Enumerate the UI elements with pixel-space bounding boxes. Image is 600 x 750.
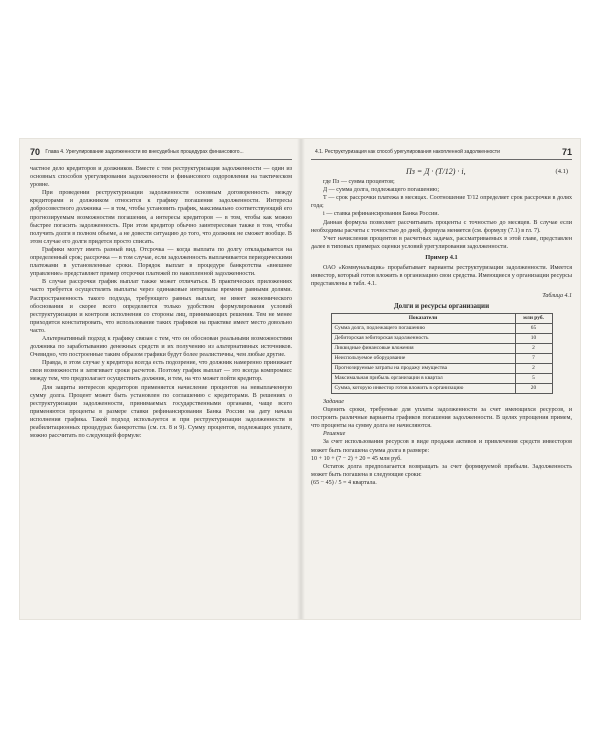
book-spread: [20, 139, 580, 619]
solution-paragraph: За счет использования ресурсов в виде продажи активов и привлечения средств инвесторов может быть погашена сумма долга в размере:: [311, 439, 572, 454]
table-cell: Сумма долга, подлежащего погашению: [331, 324, 515, 334]
table-row: [331, 384, 552, 394]
paragraph: Учет начисления процентов в расчетных задачах, рассматриваемых в этой главе, представлен далее в типовых примерах оценки условий урегулирования задолженности.: [311, 235, 572, 250]
paragraph: Альтернативный подход к графику связан с тем, что он обоснован реальными возможностями должника по заработыванию денежных средств и их получению из альтернативных источников. Очевидно, что построенные таким образом графики будут более реалистичны, чем любые другие.: [30, 335, 292, 359]
formula-definition: где Пз — сумма процентов;: [323, 179, 395, 185]
solution-equation: (65 − 45) / 5 = 4 квартала.: [311, 479, 377, 486]
table-cell: 20: [515, 384, 552, 394]
table-cell: Дебиторская зебиторская задолженность: [331, 334, 515, 344]
paragraph: Данная формула позволяет рассчитывать проценты с точностью до месяцев. В случае если необходимы расчеты с точностью до дней, формула меняется (см. формулу (7.1) в гл. 7).: [311, 219, 572, 234]
table-cell: 65: [515, 324, 552, 334]
table-title: Долги и ресурсы организации: [393, 302, 490, 311]
task-heading: Задание: [323, 399, 344, 406]
task-text: Оценить сроки, требуемые для уплаты задолженности за счет имеющихся ресурсов, и построить различные варианты графиков погашения задолженности. В целях упрощения примем, что проценты на сумму долга не начисляются.: [311, 407, 572, 430]
paragraph: Графики могут иметь разный вид. Отсрочка — когда выплата по долгу откладывается на определенный срок; рассрочка — в том случае, если задолженность выплачивается периодическими платежами в установленные сроки. Порядок выплат в процедуре банкротства «внешнее управление» представляет пример отсрочки платежей по накопленной задолженности.: [30, 246, 292, 278]
table-row: [331, 324, 552, 334]
table-header-cell: млн руб.: [515, 314, 552, 324]
formula-definition: T — срок рассрочки платежа в месяцах. Соотношение T/12 определяет срок рассрочки в долях года;: [311, 194, 572, 209]
interest-formula: Пз = Д · (T/12) · i,: [406, 167, 466, 176]
debts-resources-table: [331, 313, 553, 394]
paragraph: Для защиты интересов кредиторов применяется начисление процентов на невыплаченную сумму долга. Процент может быть установлен по соглашению с кредиторами. В решениях о реструктуризации задолженности, принимаемых государственными органами, чаще всего применяются проценты в размере ставки рефинансирования Банка России на дату начала исполнения графика. Такой подход используется и при реструктуризации задолженности в реабилитационных процедурах банкротства (см. гл. 8 и 9). Сумму процентов, подлежащих уплате, можно рассчитать по следующей формуле:: [30, 384, 292, 440]
table-cell: Сумма, которую инвестор готов вложить в организацию: [331, 384, 515, 394]
formula-definition: i — ставка рефинансирования Банка России.: [323, 210, 440, 217]
paragraph: частное дело кредиторов и должников. Вместе с тем реструктуризация задолженности — один из основных способов урегулирования задолженности и финансового оздоровления на тактическом уровне.: [30, 166, 292, 189]
right-page: [301, 139, 580, 619]
left-head-title: Глава 4. Урегулирование задолженности во внесудебных процедурах финансового...: [45, 149, 244, 155]
table-label: Таблица 4.1: [542, 293, 572, 300]
solution-heading: Решение: [323, 431, 346, 438]
paragraph: Правда, в этом случае у кредитора всегда есть подозрение, что должник намеренно принижает свои возможности и затягивает сроки расчетов. Поэтому график выплат — это всегда компромисс между тем, что предполагает осуществить должник, и тем, на что может пойти кредитор.: [30, 360, 292, 383]
table-row: [331, 364, 552, 374]
table-cell: 5: [515, 374, 552, 384]
table-cell: Прогнозируемые затраты на продажу имущества: [331, 364, 515, 374]
solution-equation: 10 + 10 + (7 − 2) + 20 = 45 млн руб.: [311, 455, 402, 462]
table-cell: 10: [515, 334, 552, 344]
formula-definition: Д — сумма долга, подлежащего погашению;: [323, 186, 440, 193]
left-column: [30, 165, 292, 440]
table-cell: Ликвидные финансовые вложения: [331, 344, 515, 354]
left-page-number: 70: [30, 147, 41, 157]
paragraph: При проведении реструктуризации задолженности основным договоренность между кредиторами и должником относится к графику погашения задолженности. Интересы добросовестного должника — в том, чтобы установить график, максимально соответствующий его прогнозируемым возможностям погашения, а интересы кредиторов — в том, чтобы как можно быстрее погасить задолженность. При этом кредитор обычно заинтересован также в том, чтобы получить долги в полном объеме, а не довести ситуацию до того, что должник не сможет вообще. В этом случае его долги придется просто списать.: [30, 190, 292, 245]
right-column: [311, 165, 572, 487]
table-header-cell: Показатели: [331, 314, 515, 324]
example-text: ОАО «Коммунальщик» прорабатывает варианты реструктуризации задолженности. Имеется инвестор, который готов вложить в организацию свои средства. Имеющиеся у организации ресурсы представлены в табл. 4.1.: [311, 264, 572, 288]
table-cell: 2: [515, 344, 552, 354]
right-running-head: [311, 147, 572, 160]
table-row: [331, 374, 552, 384]
table-cell: Максимальная прибыль организации в квартал: [331, 374, 515, 384]
left-page: [20, 139, 300, 619]
right-head-title: 4.1. Реструктуризация как способ урегулирования накопленной задолженности: [315, 149, 500, 155]
table-cell: Неиспользуемое оборудование: [331, 354, 515, 364]
left-running-head: [30, 147, 292, 160]
formula-block: [311, 165, 572, 179]
table-header-row: [331, 314, 552, 324]
table-row: [331, 354, 552, 364]
example-title: Пример 4.1: [425, 253, 458, 261]
table-cell: 2: [515, 364, 552, 374]
table-row: [331, 344, 552, 354]
right-page-number: 71: [561, 147, 572, 157]
table-cell: 7: [515, 354, 552, 364]
solution-paragraph: Остаток долга предполагается возвращать за счет формируемой прибыли. Задолженность может быть погашена в следующие сроки:: [311, 463, 572, 478]
formula-number: (4.1): [555, 168, 568, 175]
table-row: [331, 334, 552, 344]
paragraph: В случае рассрочки график выплат также может отличаться. В практических приложениях часто требуется осуществлять выплаты через одинаковые интервалы времени равными долями. Распространенность такого подхода, требующего равных выплат, не имеет экономического обоснования и скорее всего определяется только удобством формулирования условий реструктуризации и контроля исполнения со стороны лиц, принимающих решения. Тем не менее приходится констатировать, что использование таких графиков на практике имеет место довольно часто.: [30, 279, 292, 334]
